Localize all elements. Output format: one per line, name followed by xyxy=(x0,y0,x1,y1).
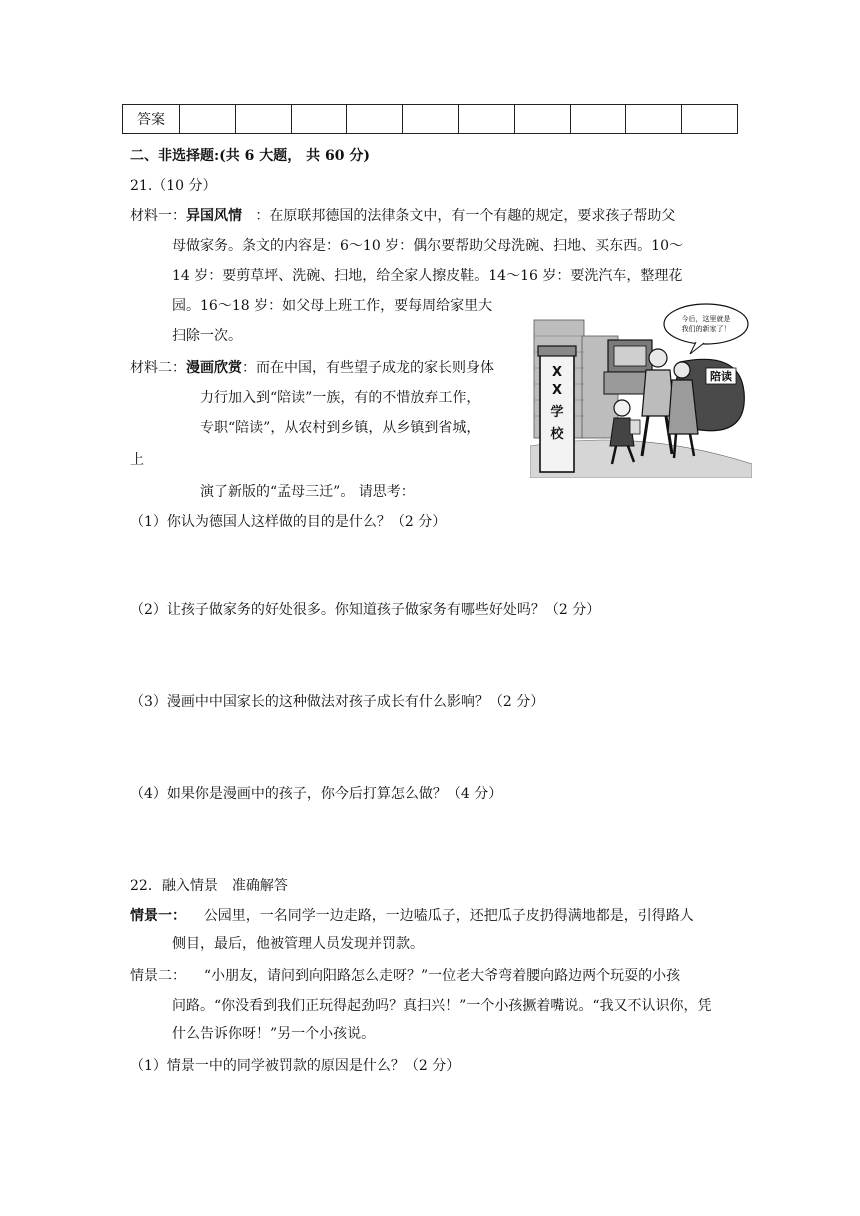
q22-sub1: （1）情景一中的同学被罚款的原因是什么？（2 分） xyxy=(130,1058,461,1074)
sack-label: 陪读 xyxy=(710,370,732,383)
gate-char: 校 xyxy=(550,427,564,442)
gate-char: X xyxy=(551,383,563,398)
answer-cell[interactable] xyxy=(682,105,738,134)
answer-cell[interactable] xyxy=(347,105,403,134)
q22-scene1-line2: 侧目，最后，他被管理人员发现并罚款。 xyxy=(172,936,424,952)
child-figure xyxy=(614,400,630,416)
scene2-text: “小朋友，请问到向阳路怎么走呀？”一位老大爷弯着腰向路边两个玩耍的小孩 xyxy=(203,968,681,984)
q21-material1-line4: 园。16～18 岁：如父母上班工作，要每周给家里大 xyxy=(172,298,493,314)
scene1-text: 公园里，一名同学一边走路，一边嗑瓜子，还把瓜子皮扔得满地都是，引得路人 xyxy=(203,908,694,924)
answer-cell[interactable] xyxy=(570,105,626,134)
q21-sub2: （2）让孩子做家务的好处很多。你知道孩子做家务有哪些好处吗？（2 分） xyxy=(130,602,601,618)
answer-table xyxy=(122,104,738,134)
q22-title: 22．融入情景 准确解答 xyxy=(130,878,288,894)
q22-scene1-line1 xyxy=(130,906,694,926)
q21-material1-line1 xyxy=(130,206,675,226)
q21-sub1: （1）你认为德国人这样做的目的是什么？（2 分） xyxy=(130,514,447,530)
q21-number: 21.（10 分） xyxy=(130,178,217,194)
scene2-label: 情景二： xyxy=(130,968,186,984)
answer-cell[interactable] xyxy=(180,105,236,134)
q22-scene2-line1 xyxy=(130,966,680,986)
answer-cell[interactable] xyxy=(626,105,682,134)
mother-figure xyxy=(674,362,690,378)
q21-material2-line1 xyxy=(130,358,494,378)
material2-title: 漫画欣赏 xyxy=(186,360,242,376)
material2-text: ：而在中国，有些望子成龙的家长则身体 xyxy=(242,360,494,376)
answer-cell[interactable] xyxy=(458,105,514,134)
gate-char: X xyxy=(551,365,563,380)
material1-text: ：在原联邦德国的法律条文中，有一个有趣的规定，要求孩子帮助父 xyxy=(255,208,676,224)
speech-bubble xyxy=(664,304,748,344)
father-figure xyxy=(649,349,667,367)
parents-accompany-study-cartoon xyxy=(530,296,752,478)
q21-sub3: （3）漫画中中国家长的这种做法对孩子成长有什么影响？（2 分） xyxy=(130,694,545,710)
q21-sub4: （4）如果你是漫画中的孩子，你今后打算怎么做？（4 分） xyxy=(130,786,503,802)
answer-label: 答案 xyxy=(123,105,180,134)
q21-material1-line2: 母做家务。条文的内容是：6～10 岁：偶尔要帮助父母洗碗、扫地、买东西。10～ xyxy=(172,238,683,254)
speech-line: 今后，这里就是 xyxy=(681,315,731,323)
q21-material1-line3: 14 岁：要剪草坪、洗碗、扫地，给全家人擦皮鞋。14～16 岁：要洗汽车，整理花 xyxy=(172,268,683,284)
answer-cell[interactable] xyxy=(403,105,459,134)
q21-material2-line2: 力行加入到“陪读”一族，有的不惜放弃工作， xyxy=(200,390,481,406)
gate-char: 学 xyxy=(550,405,564,420)
section-heading: 二、非选择题:(共 6 大题， 共 60 分) xyxy=(130,148,371,164)
material1-prefix: 材料一： xyxy=(130,208,186,224)
q22-scene2-line2: 问路。“你没看到我们正玩得起劲吗？真扫兴！”一个小孩撅着嘴说。“我又不认识你，凭 xyxy=(172,998,712,1014)
material2-prefix: 材料二： xyxy=(130,360,186,376)
answer-cell[interactable] xyxy=(291,105,347,134)
answer-cell[interactable] xyxy=(514,105,570,134)
material1-title: 异国风情 xyxy=(186,208,242,224)
speech-line: 我们的新家了！ xyxy=(681,325,731,333)
scene1-label: 情景一： xyxy=(130,908,186,924)
q21-material2-line5: 演了新版的“孟母三迁”。 请思考： xyxy=(200,484,415,500)
q21-material2-line4: 上 xyxy=(130,452,144,468)
q21-material1-line5: 扫除一次。 xyxy=(172,328,242,344)
answer-cell[interactable] xyxy=(235,105,291,134)
q22-scene2-line3: 什么告诉你呀！”另一个小孩说。 xyxy=(172,1026,376,1042)
q21-material2-line3: 专职“陪读”，从农村到乡镇，从乡镇到省城， xyxy=(200,420,481,436)
